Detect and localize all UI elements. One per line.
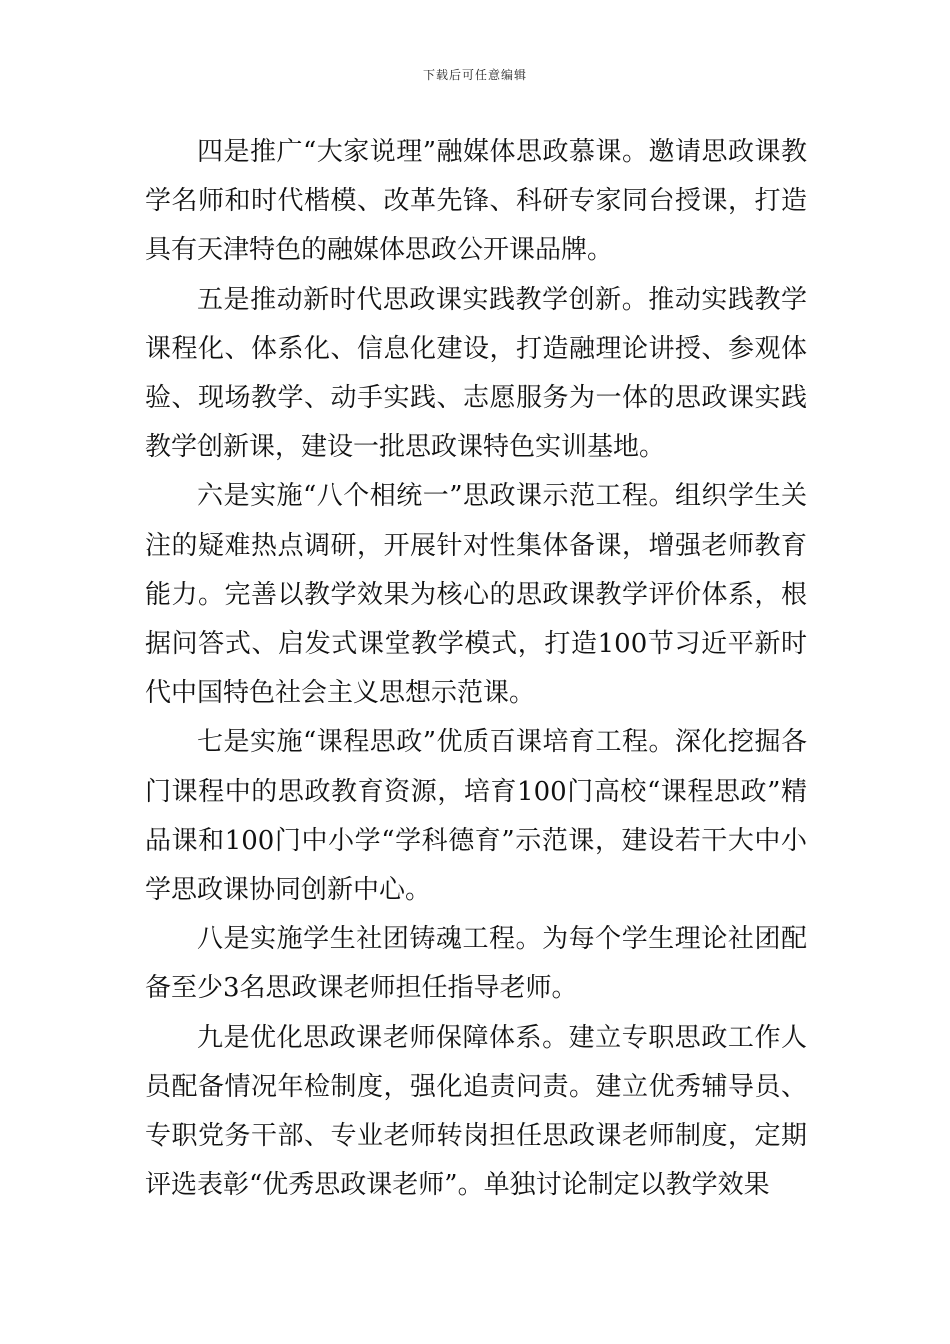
paragraph-4: 四是推广“大家说理”融媒体思政慕课。邀请思政课教学名师和时代楷模、改革先锋、科研专家同台授课，打造具有天津特色的融媒体思政公开课品牌。 xyxy=(145,137,807,266)
document-body xyxy=(145,128,807,1210)
paragraph-5: 五是推动新时代思政课实践教学创新。推动实践教学课程化、体系化、信息化建设，打造融理论讲授、参观体验、现场教学、动手实践、志愿服务为一体的思政课实践教学创新课，建设一批思政课特色实训基地。 xyxy=(145,284,807,463)
header-note: 下载后可任意编辑 xyxy=(422,68,527,82)
paragraph-8: 八是实施学生社团铸魂工程。为每个学生理论社团配备至少3名思政课老师担任指导老师。 xyxy=(145,924,807,1004)
paragraph-7: 七是实施“课程思政”优质百课培育工程。深化挖掘各门课程中的思政教育资源，培育100门高校“课程思政”精品课和100门中小学“学科德育”示范课，建设若干大中小学思政课协同创新中心。 xyxy=(145,727,807,906)
paragraph-6: 六是实施“八个相统一”思政课示范工程。组织学生关注的疑难热点调研，开展针对性集体备课，增强老师教育能力。完善以教学效果为核心的思政课教学评价体系，根据问答式、启发式课堂教学模式，打造100节习近平新时代中国特色社会主义思想示范课。 xyxy=(145,481,807,709)
paragraph-9: 九是优化思政课老师保障体系。建立专职思政工作人员配备情况年检制度，强化追责问责。建立优秀辅导员、专职党务干部、专业老师转岗担任思政课老师制度，定期评选表彰“优秀思政课老师”。单独讨论制定以教学效果 xyxy=(145,1022,807,1201)
